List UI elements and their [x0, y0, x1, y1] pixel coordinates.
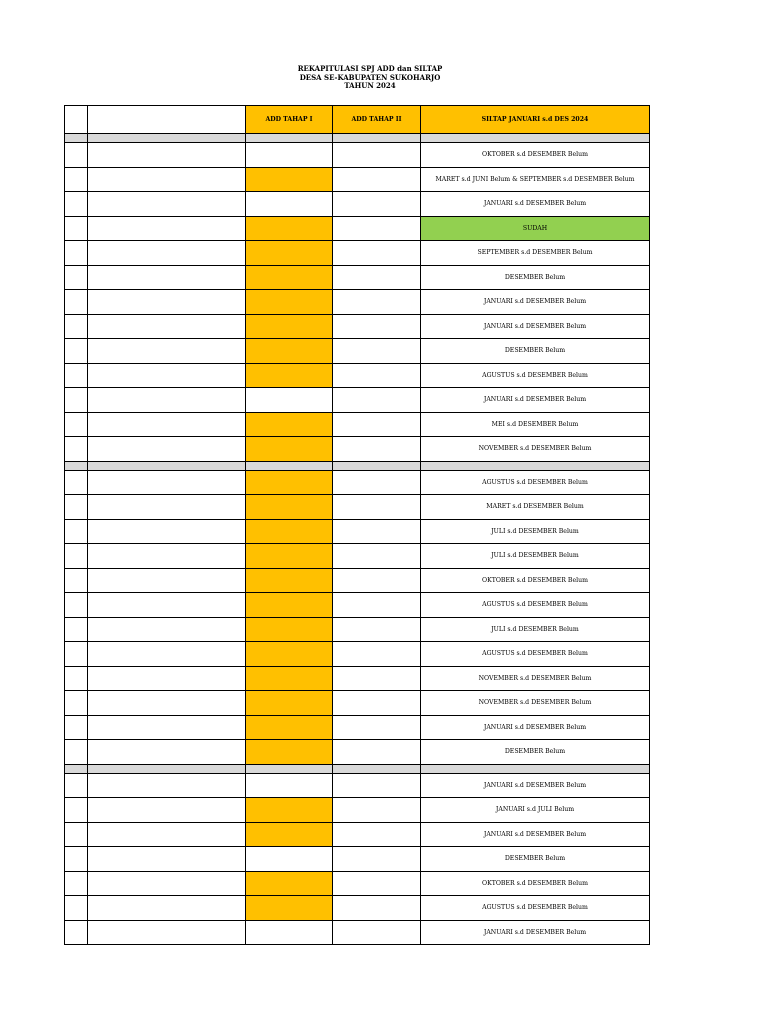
table-row — [65, 470, 650, 495]
cell-no — [65, 314, 88, 339]
recap-table — [64, 105, 650, 945]
table-row — [65, 642, 650, 667]
cell-add-tahap-2 — [333, 920, 421, 945]
cell-desa — [88, 241, 246, 266]
table-row — [65, 339, 650, 364]
cell-no — [65, 290, 88, 315]
cell-no — [65, 167, 88, 192]
cell-add-tahap-2 — [333, 666, 421, 691]
cell-desa — [88, 666, 246, 691]
cell-siltap-status: JANUARI s.d JULI Belum — [421, 798, 650, 823]
title-line-2: DESA SE-KABUPATEN SUKOHARJO — [299, 72, 441, 82]
cell-add-tahap-1 — [246, 143, 333, 168]
cell-add-tahap-1 — [246, 363, 333, 388]
cell-siltap-status: AGUSTUS s.d DESEMBER Belum — [421, 896, 650, 921]
table-row — [65, 715, 650, 740]
cell-no — [65, 715, 88, 740]
table-row — [65, 314, 650, 339]
cell-desa — [88, 167, 246, 192]
cell-desa — [88, 143, 246, 168]
table-row — [65, 143, 650, 168]
cell-add-tahap-1 — [246, 437, 333, 462]
cell-add-tahap-1 — [246, 871, 333, 896]
table-row — [65, 167, 650, 192]
cell-add-tahap-1 — [246, 740, 333, 765]
cell-add-tahap-2 — [333, 167, 421, 192]
table-row — [65, 192, 650, 217]
cell-desa — [88, 773, 246, 798]
cell-siltap-status: MEI s.d DESEMBER Belum — [421, 412, 650, 437]
cell-add-tahap-1 — [246, 642, 333, 667]
cell-add-tahap-2 — [333, 691, 421, 716]
cell-add-tahap-1 — [246, 568, 333, 593]
group-separator-cell — [65, 461, 88, 470]
group-separator-cell — [88, 134, 246, 143]
cell-add-tahap-1 — [246, 388, 333, 413]
cell-add-tahap-1 — [246, 691, 333, 716]
cell-siltap-status: NOVEMBER s.d DESEMBER Belum — [421, 437, 650, 462]
cell-add-tahap-1 — [246, 822, 333, 847]
cell-add-tahap-2 — [333, 412, 421, 437]
cell-no — [65, 437, 88, 462]
table-row — [65, 544, 650, 569]
cell-desa — [88, 437, 246, 462]
cell-add-tahap-1 — [246, 715, 333, 740]
cell-no — [65, 388, 88, 413]
cell-desa — [88, 691, 246, 716]
group-separator-row — [65, 134, 650, 143]
cell-siltap-status: JANUARI s.d DESEMBER Belum — [421, 388, 650, 413]
table-row — [65, 822, 650, 847]
cell-add-tahap-1 — [246, 265, 333, 290]
cell-add-tahap-1 — [246, 339, 333, 364]
table-row — [65, 412, 650, 437]
cell-desa — [88, 715, 246, 740]
header-cell-desa — [88, 106, 246, 134]
cell-no — [65, 896, 88, 921]
cell-desa — [88, 617, 246, 642]
cell-siltap-status: NOVEMBER s.d DESEMBER Belum — [421, 666, 650, 691]
cell-add-tahap-2 — [333, 363, 421, 388]
cell-desa — [88, 412, 246, 437]
cell-add-tahap-1 — [246, 896, 333, 921]
cell-add-tahap-2 — [333, 642, 421, 667]
cell-add-tahap-1 — [246, 412, 333, 437]
cell-add-tahap-1 — [246, 216, 333, 241]
group-separator-cell — [246, 764, 333, 773]
header-row — [65, 106, 650, 134]
cell-add-tahap-2 — [333, 568, 421, 593]
cell-desa — [88, 290, 246, 315]
cell-no — [65, 568, 88, 593]
cell-no — [65, 871, 88, 896]
table-row — [65, 920, 650, 945]
header-add-tahap-2: ADD TAHAP II — [333, 106, 421, 134]
cell-siltap-status: JANUARI s.d DESEMBER Belum — [421, 290, 650, 315]
cell-desa — [88, 798, 246, 823]
cell-siltap-status: JULI s.d DESEMBER Belum — [421, 544, 650, 569]
cell-siltap-status: DESEMBER Belum — [421, 847, 650, 872]
cell-add-tahap-1 — [246, 773, 333, 798]
cell-desa — [88, 192, 246, 217]
cell-add-tahap-2 — [333, 593, 421, 618]
table-row — [65, 691, 650, 716]
table-row — [65, 568, 650, 593]
cell-siltap-status: JANUARI s.d DESEMBER Belum — [421, 314, 650, 339]
recap-table-body — [65, 106, 650, 945]
cell-siltap-status: NOVEMBER s.d DESEMBER Belum — [421, 691, 650, 716]
cell-add-tahap-1 — [246, 666, 333, 691]
cell-no — [65, 544, 88, 569]
cell-desa — [88, 920, 246, 945]
cell-siltap-status: JANUARI s.d DESEMBER Belum — [421, 920, 650, 945]
table-row — [65, 773, 650, 798]
cell-add-tahap-2 — [333, 470, 421, 495]
cell-add-tahap-2 — [333, 216, 421, 241]
cell-add-tahap-2 — [333, 143, 421, 168]
cell-no — [65, 822, 88, 847]
cell-add-tahap-1 — [246, 519, 333, 544]
cell-desa — [88, 388, 246, 413]
cell-add-tahap-1 — [246, 920, 333, 945]
group-separator-cell — [333, 764, 421, 773]
cell-no — [65, 666, 88, 691]
cell-siltap-status: DESEMBER Belum — [421, 740, 650, 765]
cell-no — [65, 519, 88, 544]
cell-siltap-status: AGUSTUS s.d DESEMBER Belum — [421, 642, 650, 667]
cell-no — [65, 339, 88, 364]
cell-desa — [88, 568, 246, 593]
cell-add-tahap-2 — [333, 290, 421, 315]
table-row — [65, 593, 650, 618]
table-row — [65, 265, 650, 290]
table-row — [65, 241, 650, 266]
table-row — [65, 798, 650, 823]
cell-add-tahap-2 — [333, 265, 421, 290]
group-separator-row — [65, 461, 650, 470]
cell-no — [65, 798, 88, 823]
cell-add-tahap-2 — [333, 339, 421, 364]
cell-add-tahap-1 — [246, 192, 333, 217]
cell-no — [65, 847, 88, 872]
group-separator-cell — [421, 134, 650, 143]
cell-desa — [88, 593, 246, 618]
group-separator-cell — [65, 764, 88, 773]
cell-siltap-status: AGUSTUS s.d DESEMBER Belum — [421, 593, 650, 618]
cell-add-tahap-1 — [246, 290, 333, 315]
cell-siltap-status: OKTOBER s.d DESEMBER Belum — [421, 871, 650, 896]
cell-desa — [88, 896, 246, 921]
cell-desa — [88, 847, 246, 872]
cell-desa — [88, 314, 246, 339]
group-separator-cell — [333, 134, 421, 143]
cell-add-tahap-2 — [333, 314, 421, 339]
cell-no — [65, 691, 88, 716]
cell-add-tahap-1 — [246, 617, 333, 642]
cell-no — [65, 363, 88, 388]
header-add-tahap-1: ADD TAHAP I — [246, 106, 333, 134]
table-row — [65, 666, 650, 691]
cell-add-tahap-1 — [246, 544, 333, 569]
cell-desa — [88, 495, 246, 520]
title-line-1: REKAPITULASI SPJ ADD dan SILTAP — [297, 64, 443, 73]
cell-siltap-status: JANUARI s.d DESEMBER Belum — [421, 715, 650, 740]
report-title — [0, 65, 768, 91]
cell-siltap-status: DESEMBER Belum — [421, 265, 650, 290]
cell-no — [65, 192, 88, 217]
cell-add-tahap-2 — [333, 495, 421, 520]
group-separator-cell — [88, 764, 246, 773]
cell-add-tahap-1 — [246, 593, 333, 618]
header-siltap: SILTAP JANUARI s.d DES 2024 — [421, 106, 650, 134]
group-separator-cell — [88, 461, 246, 470]
table-row — [65, 216, 650, 241]
cell-desa — [88, 339, 246, 364]
cell-siltap-status: MARET s.d JUNI Belum & SEPTEMBER s.d DESEMBER Belum — [421, 167, 650, 192]
table-row — [65, 871, 650, 896]
cell-no — [65, 216, 88, 241]
cell-desa — [88, 544, 246, 569]
cell-no — [65, 241, 88, 266]
group-separator-cell — [246, 461, 333, 470]
group-separator-cell — [421, 764, 650, 773]
cell-siltap-status: AGUSTUS s.d DESEMBER Belum — [421, 470, 650, 495]
cell-add-tahap-2 — [333, 617, 421, 642]
table-row — [65, 740, 650, 765]
cell-no — [65, 470, 88, 495]
cell-desa — [88, 871, 246, 896]
cell-desa — [88, 740, 246, 765]
group-separator-cell — [421, 461, 650, 470]
cell-no — [65, 495, 88, 520]
cell-siltap-status: SUDAH — [421, 216, 650, 241]
cell-siltap-status: JULI s.d DESEMBER Belum — [421, 519, 650, 544]
header-cell-no — [65, 106, 88, 134]
cell-no — [65, 740, 88, 765]
cell-add-tahap-1 — [246, 495, 333, 520]
table-row — [65, 363, 650, 388]
cell-add-tahap-2 — [333, 519, 421, 544]
cell-add-tahap-1 — [246, 241, 333, 266]
table-row — [65, 519, 650, 544]
group-separator-cell — [65, 134, 88, 143]
cell-no — [65, 773, 88, 798]
cell-add-tahap-2 — [333, 241, 421, 266]
cell-siltap-status: AGUSTUS s.d DESEMBER Belum — [421, 363, 650, 388]
table-row — [65, 437, 650, 462]
group-separator-row — [65, 764, 650, 773]
cell-siltap-status: SEPTEMBER s.d DESEMBER Belum — [421, 241, 650, 266]
table-row — [65, 290, 650, 315]
cell-desa — [88, 822, 246, 847]
cell-add-tahap-2 — [333, 871, 421, 896]
cell-no — [65, 143, 88, 168]
cell-siltap-status: OKTOBER s.d DESEMBER Belum — [421, 143, 650, 168]
cell-add-tahap-1 — [246, 470, 333, 495]
cell-no — [65, 617, 88, 642]
group-separator-cell — [333, 461, 421, 470]
cell-add-tahap-1 — [246, 314, 333, 339]
cell-add-tahap-2 — [333, 740, 421, 765]
cell-no — [65, 265, 88, 290]
cell-add-tahap-2 — [333, 715, 421, 740]
cell-add-tahap-2 — [333, 822, 421, 847]
table-row — [65, 896, 650, 921]
cell-add-tahap-2 — [333, 437, 421, 462]
cell-desa — [88, 470, 246, 495]
cell-desa — [88, 363, 246, 388]
cell-siltap-status: JANUARI s.d DESEMBER Belum — [421, 822, 650, 847]
cell-add-tahap-2 — [333, 798, 421, 823]
table-row — [65, 388, 650, 413]
cell-desa — [88, 216, 246, 241]
cell-add-tahap-2 — [333, 847, 421, 872]
title-line-3: TAHUN 2024 — [344, 81, 396, 90]
cell-no — [65, 642, 88, 667]
table-row — [65, 847, 650, 872]
cell-add-tahap-1 — [246, 167, 333, 192]
cell-siltap-status: JULI s.d DESEMBER Belum — [421, 617, 650, 642]
table-row — [65, 495, 650, 520]
cell-no — [65, 920, 88, 945]
cell-siltap-status: JANUARI s.d DESEMBER Belum — [421, 773, 650, 798]
cell-siltap-status: OKTOBER s.d DESEMBER Belum — [421, 568, 650, 593]
cell-desa — [88, 642, 246, 667]
cell-add-tahap-2 — [333, 192, 421, 217]
cell-add-tahap-2 — [333, 773, 421, 798]
cell-add-tahap-1 — [246, 847, 333, 872]
cell-desa — [88, 265, 246, 290]
cell-no — [65, 593, 88, 618]
table-row — [65, 617, 650, 642]
group-separator-cell — [246, 134, 333, 143]
cell-add-tahap-2 — [333, 388, 421, 413]
cell-add-tahap-2 — [333, 896, 421, 921]
cell-add-tahap-1 — [246, 798, 333, 823]
cell-siltap-status: MARET s.d DESEMBER Belum — [421, 495, 650, 520]
cell-desa — [88, 519, 246, 544]
cell-siltap-status: JANUARI s.d DESEMBER Belum — [421, 192, 650, 217]
cell-siltap-status: DESEMBER Belum — [421, 339, 650, 364]
cell-add-tahap-2 — [333, 544, 421, 569]
cell-no — [65, 412, 88, 437]
